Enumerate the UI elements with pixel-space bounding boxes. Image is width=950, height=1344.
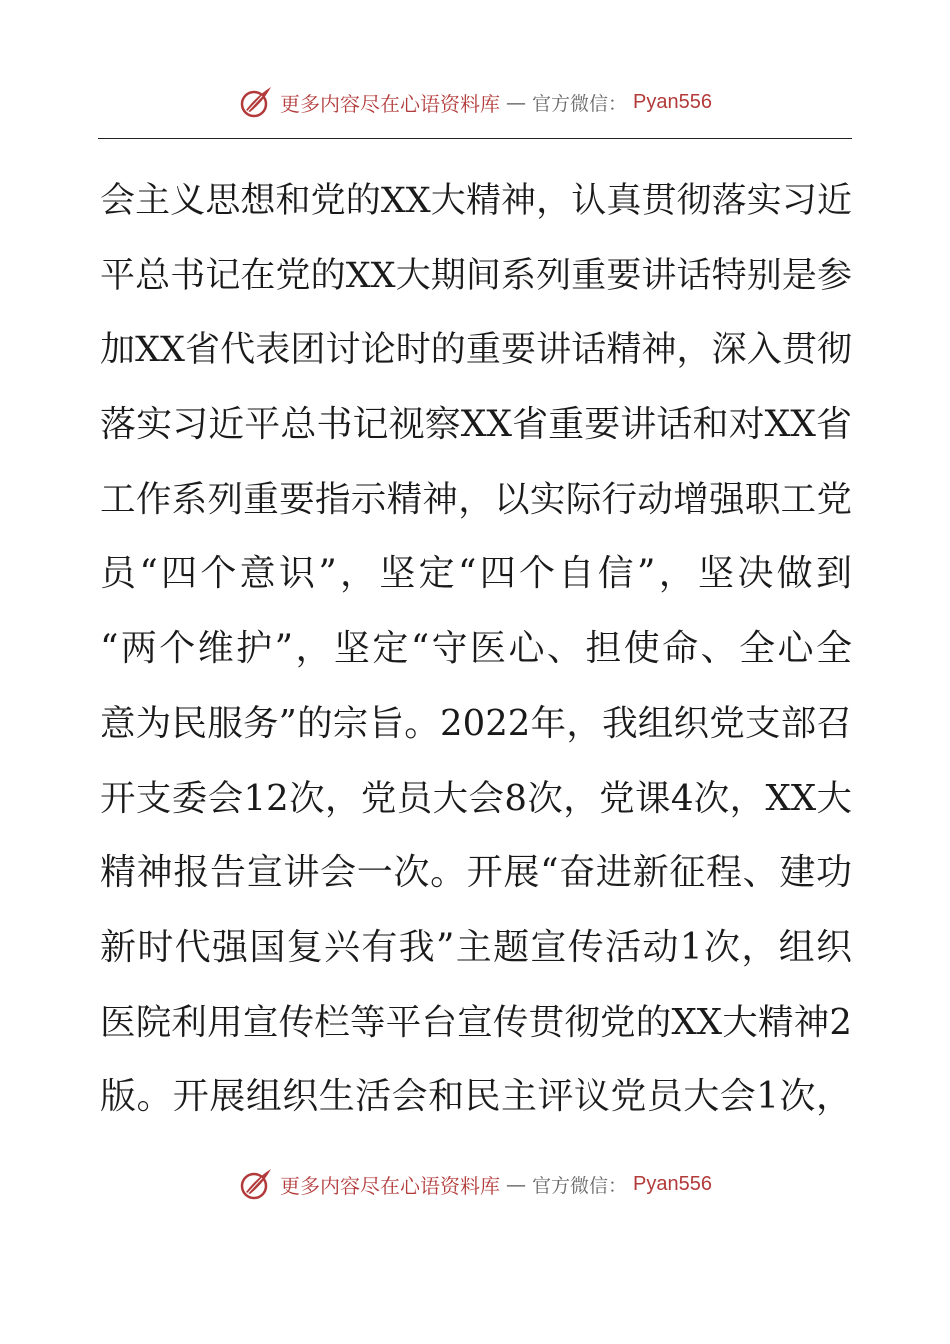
footer-promo-text: 更多内容尽在心语资料库 <box>280 1173 500 1198</box>
text-line: 加XX省代表团讨论时的重要讲话精神，深入贯彻 <box>100 330 852 371</box>
header-divider <box>98 138 852 139</box>
footer-wechat-label: 官方微信： <box>532 1174 628 1197</box>
text-line: 意为民服务”的宗旨。2022年，我组织党支部召 <box>100 702 852 744</box>
footer-dash: — <box>506 1172 526 1196</box>
text-line: 会主义思想和党的XX大精神，认真贯彻落实习近 <box>100 181 852 221</box>
header-wechat-label: 官方微信： <box>532 92 628 115</box>
footer-banner <box>0 1162 950 1206</box>
header-dash: — <box>506 90 526 114</box>
document-body <box>100 164 852 1135</box>
text-line: 开支委会12次，党员大会8次，党课4次，XX大 <box>100 777 852 819</box>
text-line: 新时代强国复兴有我”主题宣传活动1次，组织 <box>100 926 852 968</box>
text-line: 落实习近平总书记视察XX省重要讲话和对XX省 <box>100 404 852 446</box>
text-line: 精神报告宣讲会一次。开展“奋进新征程、建功 <box>100 852 852 894</box>
header-banner <box>0 80 950 124</box>
header-promo-text: 更多内容尽在心语资料库 <box>280 91 500 116</box>
text-line: 员“四个意识”，坚定“四个自信”，坚决做到 <box>100 553 852 595</box>
text-line: 工作系列重要指示精神，以实际行动增强职工党 <box>100 478 852 520</box>
text-line: “两个维护”，坚定“守医心、担使命、全心全 <box>100 628 852 670</box>
quill-logo-icon <box>238 1166 274 1202</box>
text-line: 版。开展组织生活会和民主评议党员大会1次， <box>100 1076 852 1118</box>
text-line: 医院利用宣传栏等平台宣传贯彻党的XX大精神2 <box>100 1001 852 1043</box>
footer-wechat-id: Pyan556 <box>633 1172 712 1195</box>
header-wechat-id: Pyan556 <box>633 90 712 113</box>
text-line: 平总书记在党的XX大期间系列重要讲话特别是参 <box>100 255 852 296</box>
quill-logo-icon <box>238 84 274 120</box>
